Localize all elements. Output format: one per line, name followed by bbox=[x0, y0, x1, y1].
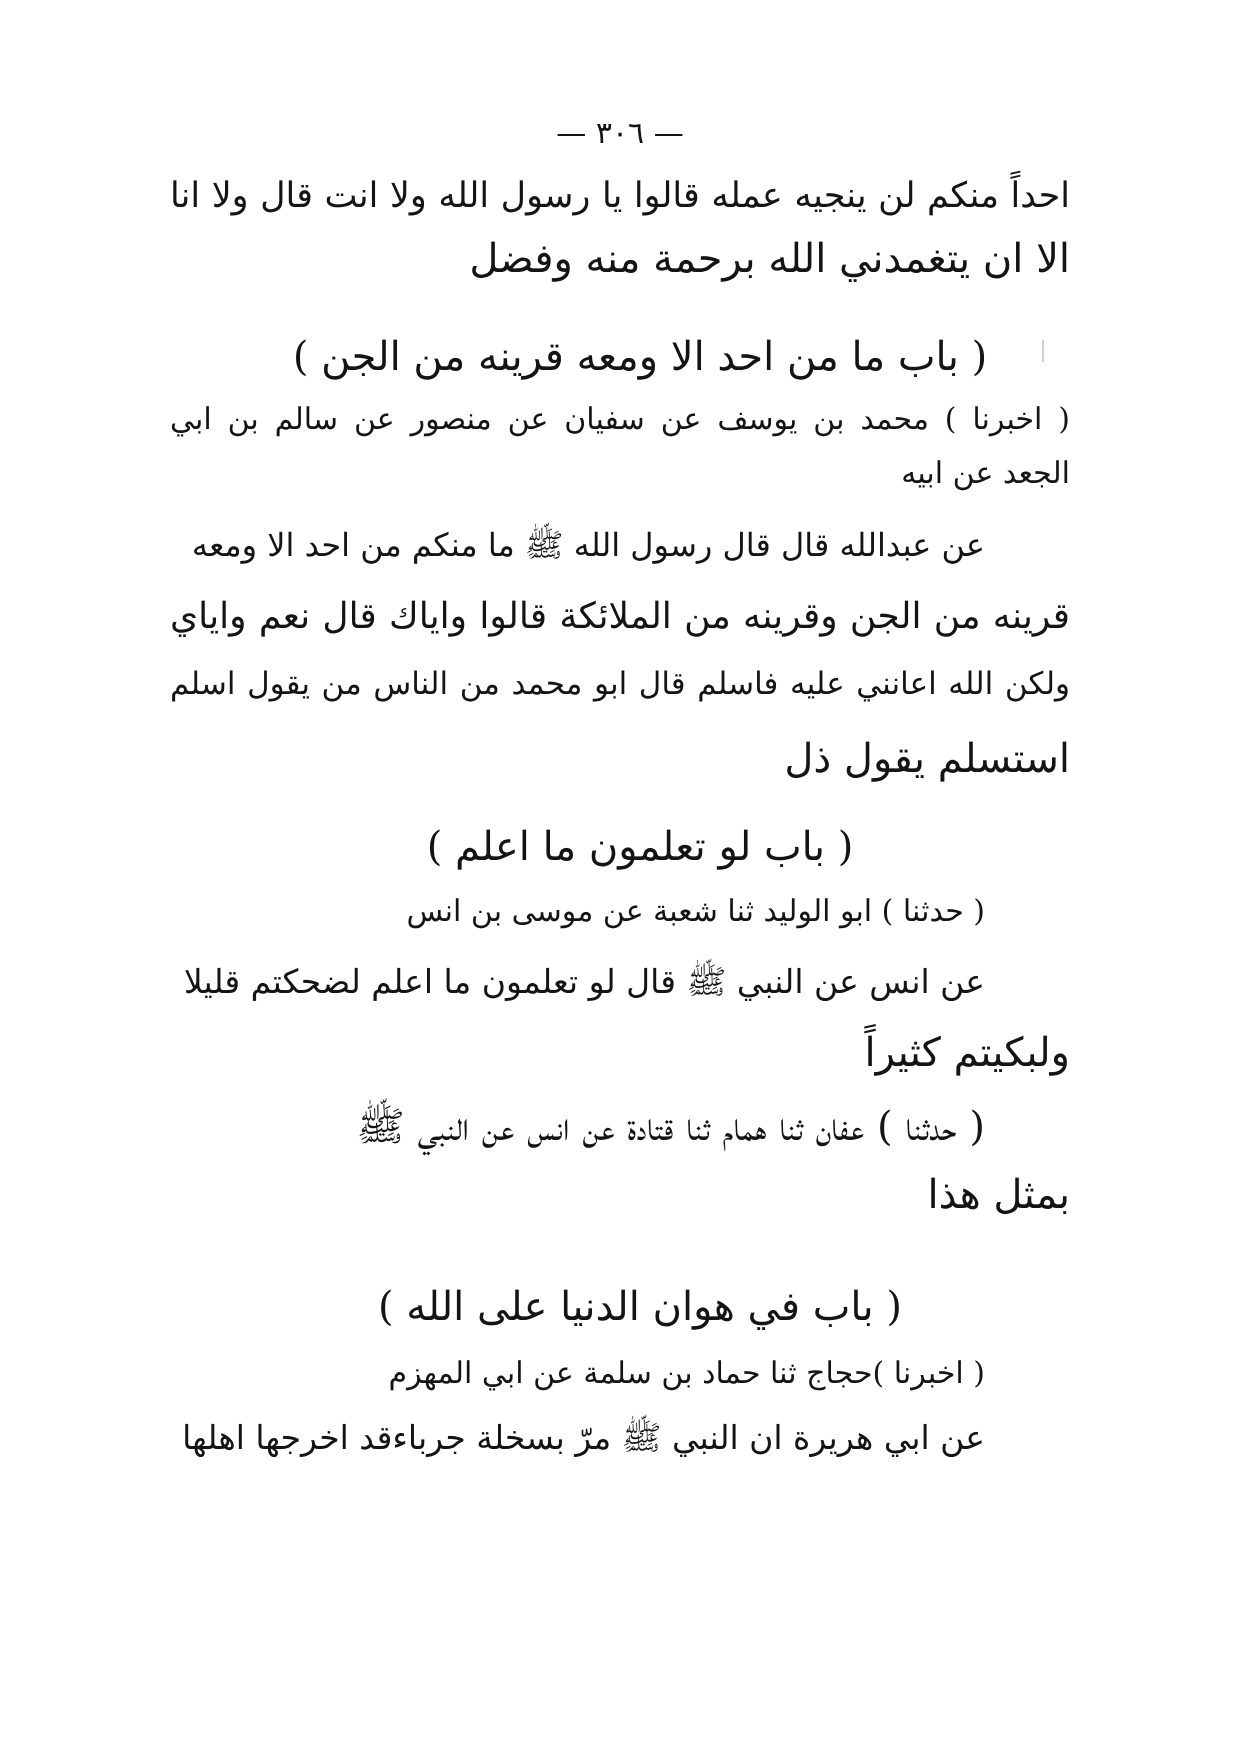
chapter-heading: ( باب ما من احد الا ومعه قرينه من الجن ) bbox=[292, 334, 988, 380]
text-line: عن ابي هريرة ان النبي ﷺ مرّ بسخلة جرباءقد اخرجها اهلها bbox=[182, 1418, 985, 1457]
text-line: قرينه من الجن وقرينه من الملائكة قالوا واياك قال نعم واياي bbox=[170, 596, 1070, 637]
text-line: احداً منكم لن ينجيه عمله قالوا يا رسول الله ولا انت قال ولا انا bbox=[170, 176, 1070, 216]
text-line: ولكن الله اعانني عليه فاسلم قال ابو محمد من الناس من يقول اسلم bbox=[170, 666, 1070, 702]
isnad-line: ( اخبرنا ) محمد بن يوسف عن سفيان عن منصور عن سالم بن ابي bbox=[170, 402, 1070, 437]
isnad-line: ( حدثنا ) ابو الوليد ثنا شعبة عن موسى بن انس bbox=[406, 894, 985, 929]
text-line: عن عبدالله قال قال رسول الله ﷺ ما منكم من احد الا ومعه bbox=[191, 526, 985, 564]
chapter-heading: ( باب لو تعلمون ما اعلم ) bbox=[426, 824, 854, 870]
text-line: عن انس عن النبي ﷺ قال لو تعلمون ما اعلم لضحكتم قليلا bbox=[183, 962, 985, 1001]
text-line: الا ان يتغمدني الله برحمة منه وفضل bbox=[469, 236, 1070, 282]
page-number: — ٣٠٦ — bbox=[556, 116, 684, 151]
text-line: ( حدثنا ) عفان ثنا همام ثنا قتادة عن انس عن النبي ﷺ bbox=[356, 1104, 985, 1150]
text-line: ولبكيتم كثيراً bbox=[864, 1030, 1070, 1076]
isnad-line: الجعد عن ابيه bbox=[901, 456, 1070, 491]
chapter-heading: ( باب في هوان الدنيا على الله ) bbox=[377, 1284, 903, 1330]
isnad-line: ( اخبرنا )حجاج ثنا حماد بن سلمة عن ابي المهزم bbox=[388, 1356, 985, 1391]
text-line: بمثل هذا bbox=[927, 1172, 1070, 1218]
text-line: استسلم يقول ذل bbox=[784, 736, 1070, 782]
